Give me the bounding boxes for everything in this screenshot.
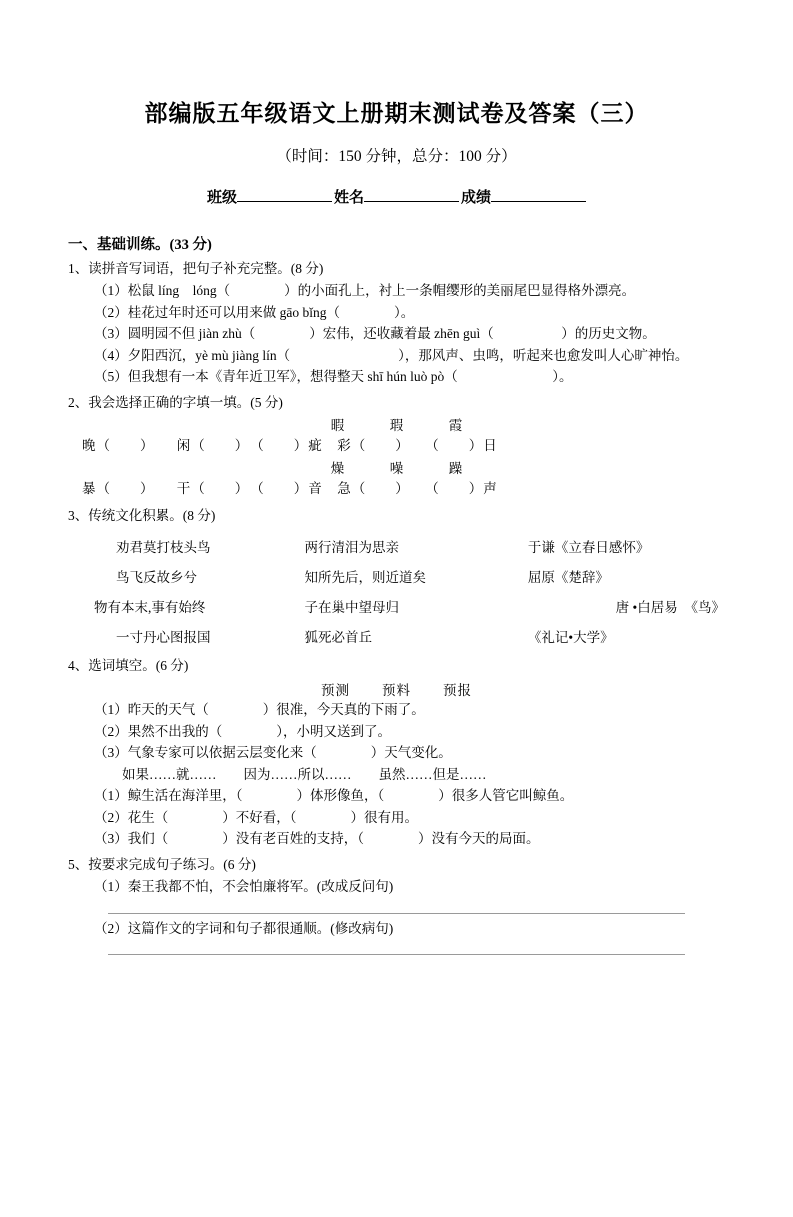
question-2-group2-chars: 燥 噪 躁 (330, 461, 479, 477)
question-4-options-group2: 如果……就…… 因为……所以…… 虽然……但是…… (122, 766, 487, 782)
word-option: 预报 (443, 682, 472, 698)
name-blank[interactable] (364, 201, 459, 202)
score-label: 成绩 (461, 190, 492, 206)
question-4-item: （1）鲸生活在海洋里，（ ）体形像鱼，（ ）很多人管它叫鲸鱼。 (94, 788, 574, 804)
page-subtitle: （时间：150 分钟，总分：100 分） (276, 148, 517, 165)
table-row (68, 591, 725, 621)
question-4-item: （2）花生（ ）不好看，（ ）很有用。 (94, 809, 418, 825)
question-4-item: （3）气象专家可以依据云层变化来（ ）天气变化。 (94, 745, 452, 761)
question-4-item: （3）我们（ ）没有老百姓的支持，（ ）没有今天的局面。 (94, 831, 540, 847)
culture-cell-mid: 子在巢中望母归 (304, 599, 400, 615)
question-2-group1-chars: 暇 瑕 霞 (330, 417, 479, 433)
section-heading-basic: 一、基础训练。(33 分) (68, 237, 212, 253)
name-label: 姓名 (333, 190, 364, 206)
culture-cell-left: 劝君莫打枝头鸟 (116, 539, 211, 555)
question-1-title: 1、读拼音写词语，把句子补充完整。(8 分) (68, 261, 324, 276)
question-1-item: （3）圆明园不但 jiàn zhù（ ）宏伟，还收藏着最 zhēn guì（ ）的历史文物。 (94, 326, 656, 342)
table-row (68, 621, 725, 651)
question-2-title: 2、我会选择正确的字填一填。(5 分) (68, 394, 283, 410)
class-blank[interactable] (237, 201, 332, 202)
page-title: 部编版五年级语文上册期末测试卷及答案（三） (144, 101, 649, 126)
question-5-item: （1）秦王我都不怕，不会怕廉将军。(改成反问句) (94, 878, 394, 894)
question-4-options-group1 (68, 679, 725, 699)
word-option: 预测 (321, 682, 350, 698)
culture-cell-left: 一寸丹心图报国 (116, 629, 211, 645)
culture-cell-mid: 两行清泪为思亲 (304, 539, 400, 555)
word-option: 预料 (382, 682, 411, 698)
question-5-title: 5、按要求完成句子练习。(6 分) (68, 857, 256, 873)
culture-table (68, 531, 725, 651)
table-row (68, 531, 725, 561)
culture-cell-right: 《礼记•大学》 (527, 629, 614, 645)
question-2-group2-line: 暴（ ） 干（ ） （ ）音 急（ ） （ ）声 (82, 481, 498, 497)
culture-cell-mid: 知所先后，则近道矣 (304, 569, 427, 585)
culture-cell-right: 屈原《楚辞》 (527, 569, 609, 585)
question-4-item: （2）果然不出我的（ ），小明又送到了。 (94, 723, 391, 739)
table-row (68, 561, 725, 591)
score-blank[interactable] (491, 201, 586, 202)
question-4-item: （1）昨天的天气（ ）很准，今天真的下雨了。 (94, 701, 425, 717)
exam-page (0, 95, 793, 1217)
culture-cell-right: 唐 •白居易 《鸟》 (615, 599, 725, 615)
class-label: 班级 (206, 190, 237, 206)
question-5-item: （2）这篇作文的字词和句子都很通顺。(修改病句) (94, 920, 394, 936)
culture-cell-mid: 狐死必首丘 (304, 629, 373, 645)
question-4-title: 4、选词填空。(6 分) (68, 657, 189, 673)
answer-line[interactable] (108, 953, 685, 955)
question-1-item: （1）松鼠 líng lóng（ ）的小面孔上，衬上一条帽缨形的美丽尾巴显得格外漂亮。 (94, 282, 636, 298)
question-3-title: 3、传统文化积累。(8 分) (68, 508, 216, 524)
culture-cell-right: 于谦《立春日感怀》 (527, 539, 650, 555)
culture-cell-left: 物有本末,事有始终 (94, 599, 206, 615)
question-1-item: （4）夕阳西沉，yè mù jiàng lín（ ），那风声、虫鸣，听起来也愈发叫人心旷神怡。 (94, 347, 689, 363)
student-info-line (68, 186, 725, 207)
question-1-item: （2）桂花过年时还可以用来做 gāo bǐng（ ）。 (94, 304, 415, 320)
question-1-item: （5）但我想有一本《青年近卫军》，想得整天 shī hún luò pò（ ）。 (94, 369, 573, 385)
culture-cell-left: 鸟飞反故乡兮 (116, 569, 197, 585)
question-2-group1-line: 晚（ ） 闲（ ） （ ）疵 彩（ ） （ ）日 (82, 437, 498, 453)
